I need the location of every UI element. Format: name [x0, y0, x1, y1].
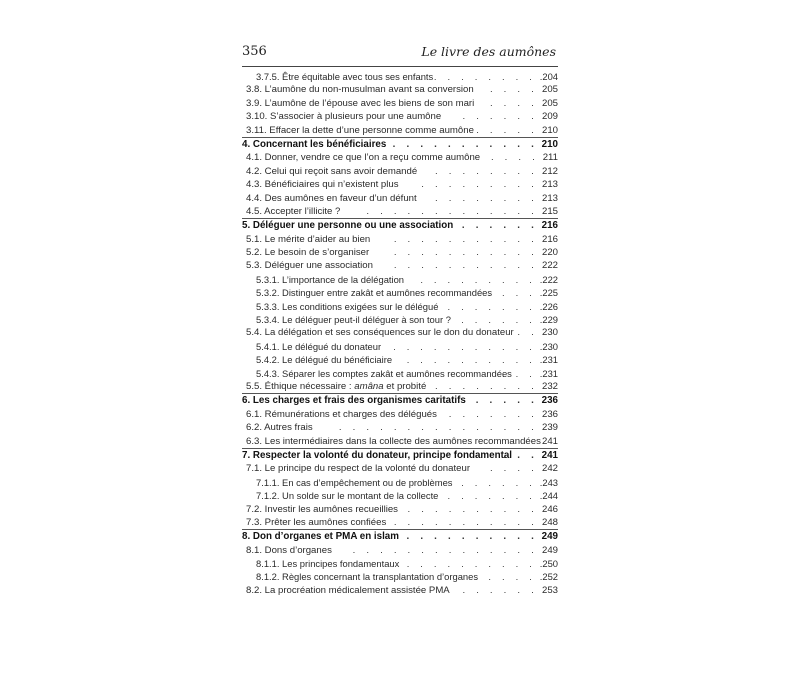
toc-entry — [242, 408, 558, 421]
toc-entry-page: .225 — [539, 287, 558, 299]
toc-entry — [242, 570, 558, 583]
toc-entry — [242, 489, 558, 502]
toc-entry-page: .226 — [539, 300, 558, 312]
toc-entry-title: 5.1. Le mérite d’aider au bien — [246, 233, 371, 245]
toc-entry-page: .243 — [539, 476, 558, 488]
toc-entry-page: 249 — [541, 544, 558, 556]
toc-entry — [242, 300, 558, 313]
toc-entry-leader-dots: . . . — [501, 367, 536, 379]
toc-entry-page: 211 — [542, 152, 558, 164]
toc-entry — [242, 246, 558, 259]
toc-entry-page: 210 — [541, 124, 558, 136]
toc-entry-leader-dots: . . . . . . . . . . . — [393, 247, 538, 259]
toc-entry-title: 7.2. Investir les aumônes recueillies — [246, 503, 398, 515]
toc-entry — [242, 259, 558, 272]
toc-entry-leader-dots: . . . . . . . . . . . — [392, 138, 538, 150]
toc-entry-title: 5.3.3. Les conditions exigées sur le délégué — [256, 300, 439, 312]
toc-entry-title: 4.3. Bénéficiaires qui n’existent plus — [246, 179, 399, 191]
toc-entry-leader-dots: . . . . . . . . . . . . . . — [352, 544, 538, 556]
toc-entry-page: 213 — [541, 179, 558, 191]
toc-entry-title: 6.2. Autres frais — [246, 422, 313, 434]
toc-entry-leader-dots: . . . . . . — [461, 314, 536, 326]
toc-entry-title: 3.10. S’associer à plusieurs pour une aumône — [246, 111, 442, 123]
toc-entry-page: 249 — [541, 531, 558, 543]
toc-entry — [242, 462, 558, 475]
toc-entry-leader-dots: . . — [517, 327, 538, 339]
toc-entry-page: 236 — [541, 395, 558, 407]
toc-entry — [242, 367, 558, 380]
toc-entry-title: 5.5. Éthique nécessaire : amâna et probité — [246, 380, 427, 392]
toc-entry-title: 8.2. La procréation médicalement assistée PMA — [246, 584, 450, 596]
toc-entry-title: 7. Respecter la volonté du donateur, principe fondamental — [242, 449, 513, 461]
toc-entry-leader-dots: . . . . . . . . . . . . . . . — [338, 422, 538, 434]
toc-entry-leader-dots: . . . . . . . . — [435, 380, 538, 392]
table-of-contents — [242, 70, 558, 597]
toc-entry-title: 8.1. Dons d’organes — [246, 544, 332, 556]
toc-entry — [242, 286, 558, 299]
toc-entry-page: .231 — [539, 354, 558, 366]
toc-entry-page: 213 — [541, 192, 558, 204]
toc-entry-page: 216 — [541, 233, 558, 245]
toc-entry-page: 205 — [541, 97, 558, 109]
toc-entry — [242, 70, 558, 83]
toc-entry-title: 5.3.2. Distinguer entre zakât et aumônes recommandées — [256, 287, 493, 299]
toc-entry-page: 215 — [541, 205, 558, 217]
toc-entry-page: 216 — [541, 220, 558, 232]
toc-entry-leader-dots: . . . . . . — [461, 476, 536, 488]
running-title: Le livre des aumônes — [421, 44, 556, 59]
toc-entry — [242, 192, 558, 205]
toc-entry — [242, 178, 558, 191]
toc-entry — [242, 584, 558, 597]
toc-entry-leader-dots: . . . . . . . . . . . — [393, 340, 536, 352]
toc-entry-title: 5. Déléguer une personne ou une association — [242, 220, 454, 232]
toc-entry-leader-dots: . . . . . . . — [447, 300, 536, 312]
toc-entry-page: 236 — [541, 408, 558, 420]
toc-entry-leader-dots: . . . . . . . — [447, 490, 536, 502]
toc-entry — [242, 529, 558, 543]
toc-entry — [242, 273, 558, 286]
toc-entry-title: 5.3.4. Le déléguer peut-il déléguer à son tour ? — [256, 314, 451, 326]
toc-entry — [242, 557, 558, 570]
toc-entry-page: .230 — [539, 340, 558, 352]
toc-entry-page: 239 — [541, 422, 558, 434]
toc-entry-leader-dots: . . . . . . . . . . — [406, 354, 536, 366]
toc-entry-page: 232 — [541, 380, 558, 392]
toc-entry — [242, 233, 558, 246]
toc-entry-leader-dots: . . . . . — [476, 124, 538, 136]
toc-entry-title: 5.4.2. Le délégué du bénéficiaire — [256, 354, 393, 366]
toc-entry-leader-dots: . . . . . . — [462, 111, 538, 123]
toc-entry-title: 5.4.1. Le délégué du donateur — [256, 340, 382, 352]
toc-entry-title: 3.11. Effacer la dette d’une personne comme aumône — [246, 124, 474, 136]
toc-entry — [242, 313, 558, 326]
toc-entry-page: .229 — [539, 314, 558, 326]
toc-entry-page: .252 — [539, 571, 558, 583]
toc-entry-leader-dots: . . . . . — [474, 571, 536, 583]
toc-entry-title: 4.2. Celui qui reçoit sans avoir demandé — [246, 165, 418, 177]
toc-entry-leader-dots: . . . . . . . . . — [420, 273, 536, 285]
toc-entry — [242, 476, 558, 489]
toc-entry-page: .222 — [539, 273, 558, 285]
toc-entry-title: 4. Concernant les bénéficiaires — [242, 138, 387, 150]
toc-entry — [242, 340, 558, 353]
toc-entry-leader-dots: . . . . . . . . . . — [406, 531, 538, 543]
toc-entry-page: 248 — [541, 516, 558, 528]
toc-entry-leader-dots: . . . . . . — [461, 220, 538, 232]
toc-entry — [242, 110, 558, 123]
toc-entry-page: 246 — [541, 503, 558, 515]
toc-entry-page: .231 — [539, 367, 558, 379]
toc-entry — [242, 516, 558, 529]
toc-entry-page: .250 — [539, 558, 558, 570]
toc-entry-leader-dots: . . . . . — [475, 395, 538, 407]
toc-entry-leader-dots: . . . . . . . . . . . — [393, 516, 538, 528]
toc-entry-title: 6.1. Rémunérations et charges des délégués — [246, 408, 437, 420]
toc-entry-title: 5.2. Le besoin de s’organiser — [246, 247, 370, 259]
toc-entry-title: 8.1.2. Règles concernant la transplantation d’organes — [256, 571, 479, 583]
toc-entry-leader-dots: . . . . . . . . — [435, 192, 538, 204]
toc-entry — [242, 326, 558, 339]
toc-entry-leader-dots: . . . . . . . — [448, 408, 538, 420]
toc-entry — [242, 165, 558, 178]
toc-entry-page: 212 — [541, 165, 558, 177]
toc-entry-page: 205 — [541, 84, 558, 96]
toc-entry-leader-dots: . . . . . . . . . — [421, 179, 538, 191]
toc-entry-page: 242 — [541, 463, 558, 475]
toc-entry-title: 4.5. Accepter l’illicite ? — [246, 205, 341, 217]
toc-entry-title: 3.7.5. Être équitable avec tous ses enfants — [256, 71, 434, 82]
toc-entry — [242, 218, 558, 232]
toc-entry-title: 4.1. Donner, vendre ce que l’on a reçu comme aumône — [246, 152, 481, 164]
toc-entry-title: 5.4.3. Séparer les comptes zakât et aumônes recommandées — [256, 367, 512, 379]
toc-entry-leader-dots: . . . — [503, 449, 538, 461]
toc-entry-page: 209 — [541, 111, 558, 123]
toc-entry-title: 8. Don d’organes et PMA en islam — [242, 531, 399, 543]
toc-entry-leader-dots: . . . . . . . . . . . — [393, 260, 538, 272]
toc-entry-leader-dots: . . . . — [490, 152, 539, 164]
toc-entry-leader-dots: . . . . — [489, 463, 538, 475]
toc-entry-title: 7.3. Prêter les aumônes confiées — [246, 516, 387, 528]
toc-entry-title: 5.3. Déléguer une association — [246, 260, 373, 272]
header-rule — [242, 66, 558, 67]
toc-entry-page: 241 — [541, 435, 558, 447]
toc-entry-title: 6.3. Les intermédiaires dans la collecte des aumônes recommandées — [246, 435, 541, 447]
toc-entry-title: 3.9. L’aumône de l’épouse avec les biens de son mari — [246, 97, 475, 109]
toc-entry — [242, 503, 558, 516]
toc-entry-page: 241 — [541, 449, 558, 461]
toc-entry-page: 230 — [541, 327, 558, 339]
toc-entry — [242, 205, 558, 218]
toc-entry — [242, 435, 558, 448]
toc-entry-leader-dots: . . . . . . . . . . . . . — [366, 205, 538, 217]
toc-entry — [242, 83, 558, 96]
toc-entry-page: 210 — [541, 138, 558, 150]
toc-entry-title: 7.1.2. Un solde sur le montant de la collecte — [256, 490, 439, 502]
toc-entry — [242, 448, 558, 462]
toc-entry — [242, 137, 558, 151]
toc-entry-leader-dots: . . . . . . . . — [435, 165, 538, 177]
toc-entry-page: 220 — [541, 247, 558, 259]
toc-entry-page: 253 — [541, 584, 558, 596]
toc-entry — [242, 544, 558, 557]
toc-entry — [242, 353, 558, 366]
toc-entry-leader-dots: . . . . . . — [462, 584, 538, 596]
toc-entry — [242, 97, 558, 110]
toc-entry-leader-dots: . . . . . . . . . . — [407, 503, 538, 515]
toc-entry-leader-dots: . . . . — [489, 97, 538, 109]
toc-entry-leader-dots: . . . . . . . . . — [420, 71, 536, 82]
toc-entry-page: .204 — [539, 71, 558, 82]
toc-entry-title: 6. Les charges et frais des organismes caritatifs — [242, 395, 466, 407]
toc-entry-title: 3.8. L’aumône du non-musulman avant sa conversion — [246, 84, 474, 96]
toc-entry — [242, 151, 558, 164]
toc-entry-title: 7.1. Le principe du respect de la volonté du donateur — [246, 463, 471, 475]
toc-entry — [242, 124, 558, 137]
toc-entry-title: 5.3.1. L’importance de la délégation — [256, 273, 405, 285]
page-number: 356 — [242, 44, 267, 59]
toc-entry-page: 222 — [541, 260, 558, 272]
toc-entry-title: 5.4. La délégation et ses conséquences sur le don du donateur — [246, 327, 514, 339]
toc-entry — [242, 393, 558, 407]
page-header — [242, 44, 558, 64]
toc-entry-leader-dots: . . . . . . . . . . . — [393, 233, 538, 245]
toc-entry — [242, 380, 558, 393]
toc-entry-page: .244 — [539, 490, 558, 502]
toc-entry-leader-dots: . . . . . . . . . . — [406, 558, 536, 570]
toc-entry-title: 8.1.1. Les principes fondamentaux — [256, 558, 400, 570]
toc-entry-leader-dots: . . . . — [489, 84, 538, 96]
toc-entry-title: 7.1.1. En cas d’empêchement ou de problèmes — [256, 476, 453, 488]
toc-entry-title: 4.4. Des aumônes en faveur d’un défunt — [246, 192, 417, 204]
toc-entry-leader-dots: . . . . — [488, 287, 536, 299]
toc-entry — [242, 421, 558, 434]
